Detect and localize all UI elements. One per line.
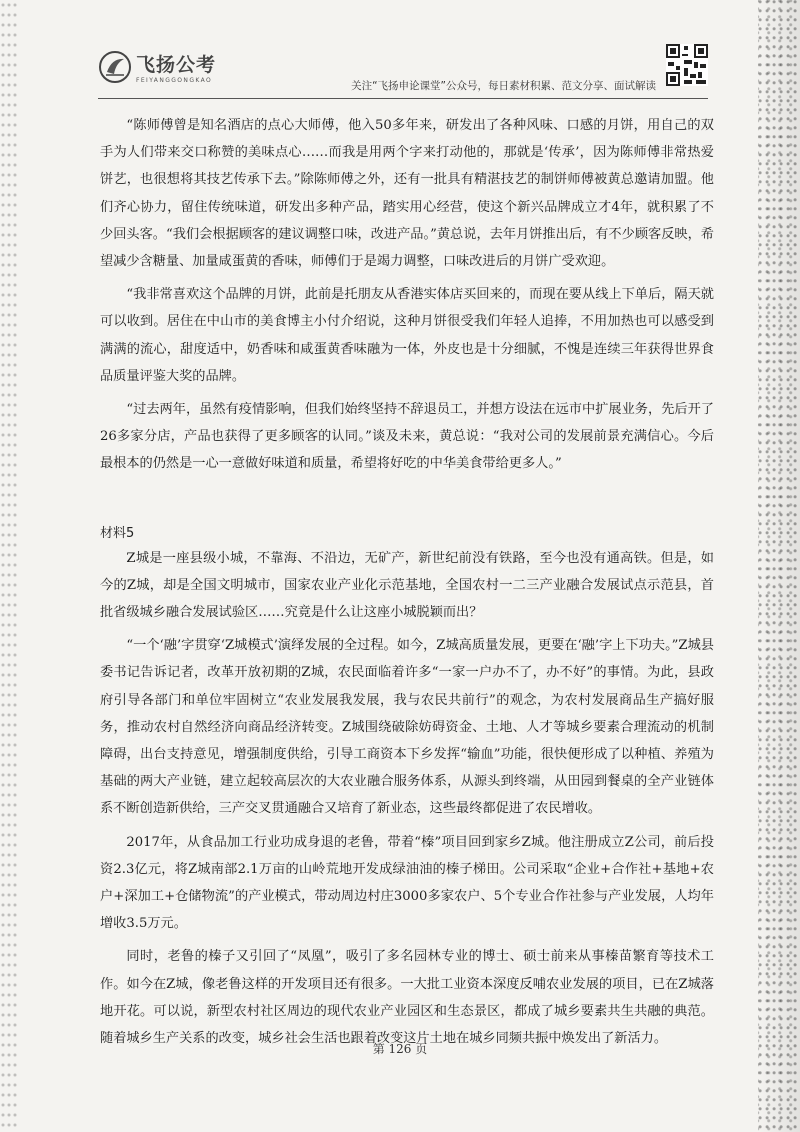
paragraph: “我非常喜欢这个品牌的月饼，此前是托朋友从香港实体店买回来的，而现在要从线上下单后，隔天就可以收到。居住在中山市的美食博主小付介绍说，这种月饼很受我们年轻人追捧，不用加热也可以感受到满满的流心，甜度适中，奶香味和咸蛋黄香味融为一体，外皮也是十分细腻，不愧是连续三年获得世界食品质量评鉴大奖的品牌。: [100, 287, 714, 384]
page-header: [98, 44, 708, 104]
brand-subtitle: FEIYANGGONGKAO: [136, 77, 213, 84]
document-body: [100, 112, 714, 1058]
paragraph: “一个‘融’字贯穿‘Z城模式’演绎发展的全过程。如今，Z城高质量发展，更要在‘融’字上下功夫。”Z城县委书记告诉记者，改革开放初期的Z城，农民面临着许多“一家一户办不了，办不好”的事情。为此，县政府引导各部门和单位牢固树立“农业发展我发展，我与农民共前行”的观念，为农村发展商品生产搞好服务，推动农村自然经济向商品经济转变。Z城围绕破除妨碍资金、土地、人才等城乡要素合理流动的机制障碍，出台支持意见，增强制度供给，引导工商资本下乡发挥“输血”功能，很快便形成了以种植、养殖为基础的两大产业链，建立起较高层次的大农业融合服务体系，从源头到终端，从田园到餐桌的全产业链体系不断创造新供给，三产交叉贯通融合又培育了新业态，这些最终都促进了农民增收。: [100, 638, 714, 817]
paragraph: “陈师傅曾是知名酒店的点心大师傅，他入50多年来，研发出了各种风味、口感的月饼，用自己的双手为人们带来交口称赞的美味点心……而我是用两个字来打动他的，那就是‘传承’，因为陈师傅非常热爱饼艺，也很想将其技艺传承下去。”除陈师傅之外，还有一批具有精湛技艺的制饼师傅被黄总邀请加盟。他们齐心协力，留住传统味道，研发出多种产品，踏实用心经营，使这个新兴品牌成立才4年，就积累了不少回头客。“我们会根据顾客的建议调整口味，改进产品。”黄总说，去年月饼推出后，有不少顾客反映，希望减少含糖量、加量咸蛋黄的香味，师傅们于是竭力调整，口味改进后的月饼广受欢迎。: [100, 118, 714, 270]
section-title: 材料5: [100, 525, 135, 541]
paragraph: “过去两年，虽然有疫情影响，但我们始终坚持不辞退员工，并想方设法在远市中扩展业务，先后开了26多家分店，产品也获得了更多顾客的认同。”谈及未来，黄总说：“我对公司的发展前景充满信心。今后最根本的仍然是一心一意做好味道和质量，希望将好吃的中华美食带给更多人。”: [100, 402, 714, 472]
paragraph: Z城是一座县级小城，不靠海、不沿边，无矿产，新世纪前没有铁路，至今也没有通高铁。但是，如今的Z城，却是全国文明城市，国家农业产业化示范基地，全国农村一二三产业融合发展试点示范县，首批省级城乡融合发展试验区……究竟是什么让这座小城脱颖而出？: [100, 550, 714, 621]
brand-logo: [98, 50, 216, 84]
page-number: 第 126 页: [372, 1042, 428, 1056]
paragraph: 同时，老鲁的榛子又引回了“凤凰”，吸引了多名园林专业的博士、硕士前来从事榛苗繁育等技术工作。如今在Z城，像老鲁这样的开发项目还有很多。一大批工业资本深度反哺农业发展的项目，已在Z城落地开花。可以说，新型农村社区周边的现代农业产业园区和生态景区，都成了城乡要素共生共融的典范。随着城乡生产关系的改变，城乡社会生活也跟着改变这片土地在城乡同频共振中焕发出了新活力。: [100, 949, 714, 1047]
scan-edge-right: [758, 0, 800, 1132]
header-divider: [98, 98, 708, 99]
brand-name: 飞扬公考: [136, 54, 217, 76]
scan-edge-left: [0, 0, 18, 1132]
qr-code-icon: [666, 44, 708, 86]
brand-emblem-icon: [98, 50, 132, 84]
paragraph: 2017年，从食品加工行业功成身退的老鲁，带着“榛”项目回到家乡Z城。他注册成立Z公司，前后投资2.3亿元，将Z城南部2.1万亩的山岭荒地开发成绿油油的榛子梯田。公司采取“企业+合作社+基地+农户+深加工+仓储物流”的产业模式，带动周边村庄3000多家农户、5个专业合作社参与产业发展，人均年增收3.5万元。: [100, 834, 714, 932]
brand-text: [136, 50, 216, 84]
header-slogan: 关注“飞扬申论课堂”公众号，每日素材积累、范文分享、面试解读: [351, 80, 656, 92]
